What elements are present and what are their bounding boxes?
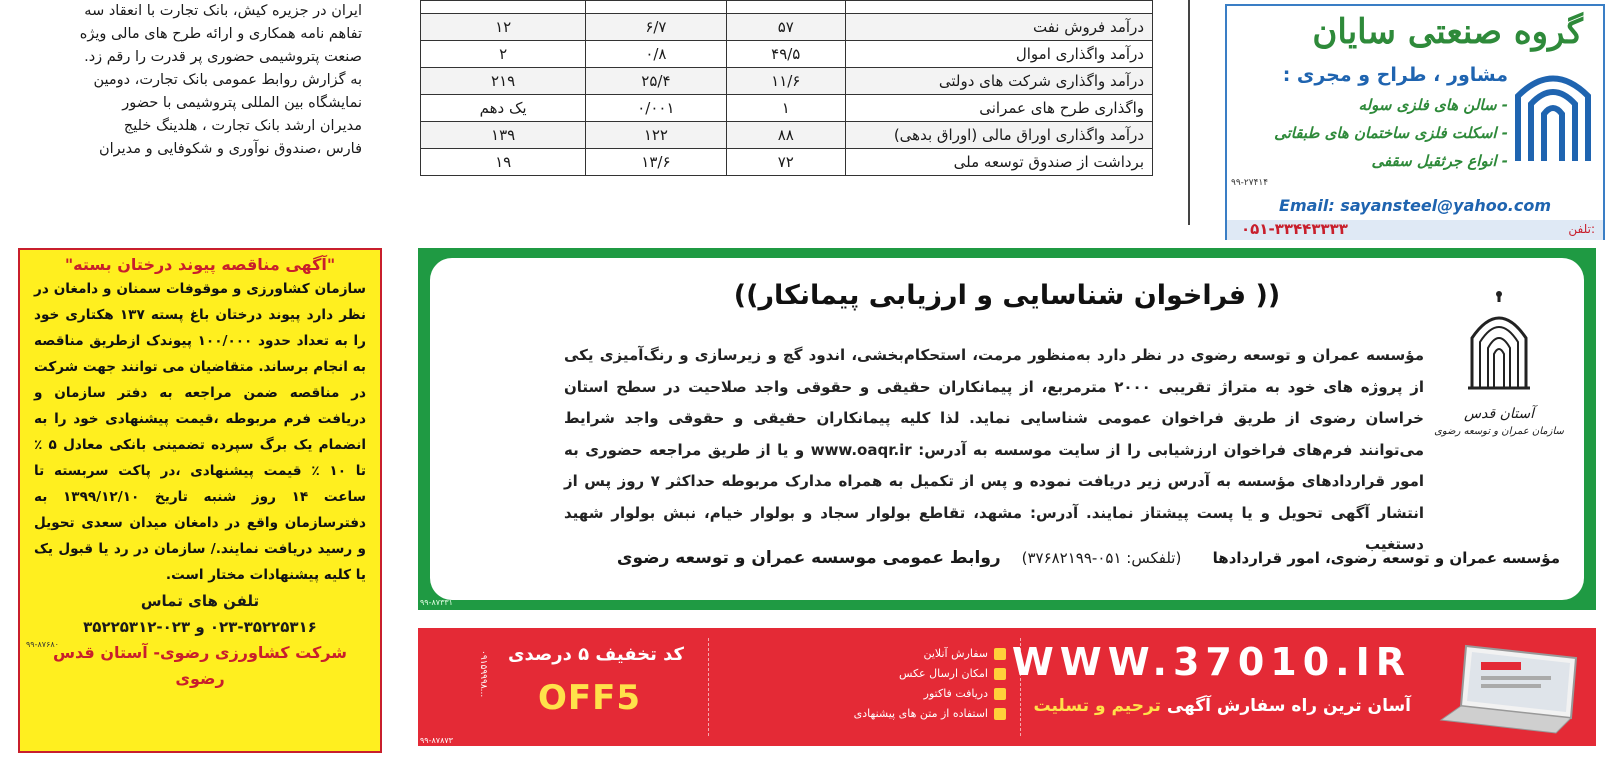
- contact-label: تلفن های تماس: [140, 592, 260, 610]
- bullet-icon: [994, 688, 1006, 700]
- news-column: [0, 0, 362, 212]
- row-label: درآمد واگذاری اوراق مالی (اوراق بدهی): [846, 122, 1153, 149]
- feature-item: امکان ارسال عکس: [854, 664, 1006, 684]
- ad-title: (( فراخوان شناسایی و ارزیابی پیمانکار)): [733, 280, 1281, 311]
- column-divider: [1188, 0, 1190, 225]
- row-value: ۰/۰۰۱: [586, 95, 726, 122]
- service-item: - اسکلت فلزی ساختمان های طبقاتی: [1274, 124, 1508, 142]
- ad-code: ۹۹-۸۷۳۳۱: [420, 598, 453, 607]
- row-value: ۱۳/۶: [586, 149, 726, 176]
- ad-footer: [454, 548, 1560, 568]
- feature-item: استفاده از متن های پیشنهادی: [854, 704, 1006, 724]
- bullet-icon: [994, 708, 1006, 720]
- row-value: ۶/۷: [586, 14, 726, 41]
- phone-label: تلفن:: [1568, 222, 1595, 236]
- service-item: - سالن های فلزی سوله: [1358, 96, 1508, 114]
- tagline-highlight: ترحیم و تسلیت: [1033, 696, 1161, 716]
- row-value: ۷۲: [726, 149, 845, 176]
- table-row: [421, 68, 1153, 95]
- divider: [708, 638, 709, 736]
- row-label: درآمد واگذاری شرکت های دولتی: [846, 68, 1153, 95]
- row-value: ۰/۸: [586, 41, 726, 68]
- budget-table: [420, 0, 1153, 212]
- ad-panel: [430, 258, 1584, 600]
- row-value: ۱۳۹: [421, 122, 586, 149]
- building-logo-icon: [1513, 56, 1593, 166]
- table-row: [421, 14, 1153, 41]
- row-value: ۵۷: [726, 14, 845, 41]
- feature-item: دریافت فاکتور: [854, 684, 1006, 704]
- footer-address: مؤسسه عمران و توسعه رضوی، امور قراردادها: [1212, 549, 1560, 567]
- row-value: ۲: [421, 41, 586, 68]
- feature-item: سفارش آنلاین: [854, 644, 1006, 664]
- news-line: مدیران ارشد بانک تجارت ، هلدینگ خلیج: [123, 118, 362, 134]
- site-url: WWW.37010.IR: [1011, 640, 1411, 684]
- ad-title: گروه صنعتی سایان: [1312, 12, 1583, 52]
- phone-bar: [1227, 220, 1603, 240]
- row-value: ۱۲: [421, 14, 586, 41]
- news-line: تفاهم نامه همکاری و ارائه طرح های مالی ویژه: [79, 26, 362, 42]
- row-label: واگذاری طرح های عمرانی: [846, 95, 1153, 122]
- row-label: درآمد واگذاری اموال: [846, 41, 1153, 68]
- email-text: Email: sayansteel@yahoo.com: [1279, 196, 1551, 215]
- table-row: [421, 122, 1153, 149]
- bullet-icon: [994, 648, 1006, 660]
- row-value: ۴۹/۵: [726, 41, 845, 68]
- table-row: [421, 95, 1153, 122]
- phone-number: ۰۵۱-۳۳۴۴۳۳۳۳: [1241, 220, 1348, 238]
- news-line: فارس ،صندوق نوآوری و شکوفایی و مدیران: [98, 141, 362, 157]
- divider: [1020, 638, 1021, 736]
- shrine-logo-icon: [1464, 288, 1534, 398]
- tagline-text: آسان ترین راه سفارش آگهی: [1166, 696, 1411, 716]
- ad-tagline: [1034, 696, 1412, 716]
- news-line: صنعت پتروشیمی حضوری پر قدرت را رقم زد.: [84, 49, 362, 65]
- ad-code: ۹۹-۸۷۶۸۰: [26, 640, 59, 649]
- row-value: ۱۲۲: [586, 122, 726, 149]
- ad-paragraph: مؤسسه عمران و توسعه رضوی در نظر دارد به‌منظور مرمت، استحکام‌بخشی، اندود گچ و زیرسازی و رنگ‌آمیزی یکی از پروژه های خود به متراژ تقریبی ۲۰۰۰ مترمربع، از پیمانکاران حقیقی و حقوقی واجد صلاحیت در سطح استان خراسان رضوی از طریق فراخوان عمومی شناسایی نماید. لذا کلیه پیمانکاران حقیقی و حقوقی واجد شرایط می‌توانند فرم‌های فراخوان ارزشیابی را از سایت موسسه به آدرس: www.oaqr.ir و یا از طریق مراجعه حضوری به امور قراردادهای مؤسسه به آدرس زیر دریافت نموده و پس از تکمیل به همراه مدارک مربوطه حداکثر ۷ روز پس از انتشار آگهی تحویل و یا پست پیشتاز نمایند. آدرس: مشهد، تقاطع بولوار سجاد و بولوار خیام، نبش بولوار شهید دستغیب: [564, 346, 1425, 553]
- seal-subtitle: سازمان عمران و توسعه رضوی: [1434, 426, 1564, 437]
- row-label: برداشت از صندوق توسعه ملی: [846, 149, 1153, 176]
- laptop-icon: [1436, 638, 1586, 736]
- news-line: ایران در جزیره کیش، بانک تجارت با انعقاد سه: [84, 3, 362, 19]
- bullet-icon: [994, 668, 1006, 680]
- row-value: ۲۱۹: [421, 68, 586, 95]
- footer-pr: روابط عمومی موسسه عمران و توسعه رضوی: [616, 548, 1001, 568]
- row-value: ۱: [726, 95, 845, 122]
- tender-organization: شرکت کشاورزی رضوی- آستان قدس رضوی: [52, 643, 348, 688]
- obituary-site-ad: [418, 628, 1596, 746]
- astan-quds-seal: [1434, 288, 1564, 478]
- vertical-phone: ۰۹۱۵۹۹۹۸...: [478, 650, 488, 698]
- news-line: نمایشگاه بین المللی پتروشیمی با حضور: [122, 95, 362, 111]
- service-item: - انواع جرثقیل سقفی: [1371, 152, 1508, 170]
- row-value: ۱۱/۶: [726, 68, 845, 95]
- feature-list: [854, 644, 1006, 724]
- row-value: یک دهم: [421, 95, 586, 122]
- contractor-call-ad: [418, 248, 1596, 610]
- ad-code: ۹۹-۸۷۸۷۳: [420, 736, 453, 745]
- tender-ad: [18, 248, 382, 753]
- table-row: [421, 41, 1153, 68]
- sayan-ad: [1225, 4, 1605, 240]
- row-value: ۸۸: [726, 122, 845, 149]
- row-label: درآمد فروش نفت: [846, 14, 1153, 41]
- row-value: ۲۵/۴: [586, 68, 726, 95]
- row-value: ۱۹: [421, 149, 586, 176]
- table-row-partial: [421, 1, 1153, 14]
- ad-subtitle: مشاور ، طراح و مجری :: [1282, 64, 1508, 86]
- contact-phones: ۰۲۳-۳۵۲۲۵۳۱۶ و ۰۲۳-۳۵۲۲۵۳۱۲: [83, 618, 317, 636]
- ad-code: ۹۹-۲۷۴۱۴: [1231, 178, 1269, 188]
- discount-label: کد تخفیف ۵ درصدی: [508, 644, 685, 665]
- tender-body: سازمان کشاورزی و موقوفات سمنان و دامغان در نظر دارد پیوند درختان باغ پسته ۱۳۷ هکتاری خود را به تعداد حدود ۱۰۰/۰۰۰ پیوندک ازطریق مناقصه به انجام برساند. متقاضیان می توانند جهت شرکت در مناقصه ضمن مراجعه به دفتر سازمان و دریافت فرم مربوطه ،قیمت پیشنهادی خود را به انضمام یک برگ سپرده تضمینی بانکی معادل ۵ ٪ تا ۱۰ ٪ قیمت پیشنهادی ،در پاکت سربسته تا ساعت ۱۴ روز شنبه تاریخ ۱۳۹۹/۱۲/۱۰ به دفترسازمان واقع در دامغان میدان سعدی تحویل و رسید دریافت نمایند./ سازمان در رد یا قبول یک یا کلیه پیشنهادات مختار است.: [34, 281, 367, 583]
- seal-title: آستان قدس: [1464, 406, 1534, 422]
- footer-phone: (تلفکس: ۰۵۱-۳۷۶۸۲۱۹۹): [1021, 549, 1182, 567]
- discount-code: OFF5: [538, 678, 642, 718]
- table-row: [421, 149, 1153, 176]
- tender-title: "آگهی مناقصه پیوند درختان بسته": [64, 255, 336, 274]
- news-line: به گزارش روابط عمومی بانک تجارت، دومین: [93, 72, 362, 88]
